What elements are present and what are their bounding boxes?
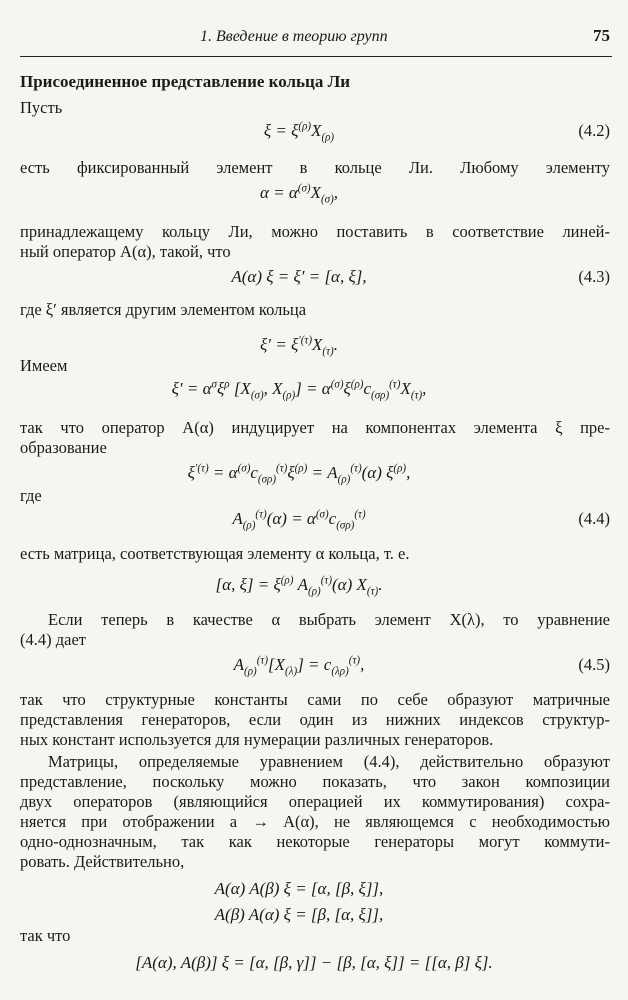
equation-xi-prime: $\xi' = \xi^{'(\tau)}X_{(\tau)}$. (260, 334, 338, 358)
text-line: ровать. Действительно, (20, 852, 185, 871)
text-line: (4.4) дает (20, 630, 86, 649)
equation-number: (4.3) (578, 267, 610, 286)
equation-composition: [A(α), A(β)] ξ = [α, [β, γ]] − [β, [α, ξ]] = [[α, β] ξ]. (135, 953, 493, 972)
page-number: 75 (593, 26, 610, 45)
text-line: так что структурные константы сами по себе образуют матричные (20, 690, 610, 709)
equation-ab: A(α) A(β) ξ = [α, [β, ξ]], (214, 879, 384, 898)
equation-4-2: $\xi = \xi^{(\rho)}X_{(\rho)}$ (263, 120, 335, 144)
text-line: так что (20, 926, 71, 945)
equation-commutator: [α, $\xi] = \xi^{(\rho)}$ $A_{(\rho)}^{(\tau)}(\alpha)$ $X_{(\tau)}$. (215, 574, 383, 598)
equation-number: (4.5) (578, 655, 610, 674)
text-line: Матрицы, определяемые уравнением (4.4), действительно образуют (48, 752, 610, 771)
equation-transformation: $\xi^{'(\tau)} = \alpha^{(\sigma)}c_{(\sigma\rho)}^{(\tau)}\xi^{(\rho)} = A_{(\rho)}^{(\tau)}(\alpha)$ $\xi^{(\rho)}$, (187, 462, 411, 486)
equation-xi-expansion: $\xi' = \alpha^\sigma\xi^\rho$ [$X_{(\sigma)}$, $X_{(\rho)}] = \alpha^{(\sigma)}\xi^{(\rho)}c_{(\sigma\rho)}^{(\tau)}X_{(\tau)}$, (171, 378, 427, 402)
text-line: где (20, 486, 42, 505)
text-line: Пусть (20, 98, 63, 117)
text-line: представления генераторов, если один из нижних индексов структур- (20, 710, 610, 729)
text-line: где ξ′ является другим элементом кольца (20, 300, 307, 319)
text-line: образование (20, 438, 107, 457)
text-line: представление, поскольку можно показать, что закон композиции (20, 772, 610, 791)
equation-number: (4.4) (578, 509, 610, 528)
equation-number: (4.2) (578, 121, 610, 140)
equation-4-4: $A_{(\rho)}^{(\tau)}(\alpha) = \alpha^{(\sigma)}c_{(\sigma\rho)}^{(\tau)}$ (232, 508, 366, 532)
equation-4-5: $A_{(\rho)}^{(\tau)}[X_{(\lambda)}] = c_{(\lambda\rho)}^{(\tau)}$, (233, 654, 365, 678)
text-line: одно-однозначным, так как некоторые генераторы могут коммути- (20, 832, 610, 851)
text-line: есть фиксированный элемент в кольце Ли. Любому элементу (20, 158, 610, 177)
text-line: Имеем (20, 356, 68, 375)
text-line: есть матрица, соответствующая элементу α кольца, т. е. (20, 544, 410, 563)
text-line: принадлежащему кольцу Ли, можно поставить в соответствие линей- (20, 222, 610, 241)
equation-alpha: $\alpha = \alpha^{(\sigma)}X_{(\sigma)}$, (259, 182, 339, 206)
running-title: 1. Введение в теорию групп (200, 28, 388, 45)
equation-ba: A(β) A(α) ξ = [β, [α, ξ]], (214, 905, 384, 924)
equation-4-3: A(α) ξ = ξ′ = [α, ξ], (231, 267, 367, 286)
section-title: Присоединенное представление кольца Ли (20, 72, 351, 91)
text-line: Если теперь в качестве α выбрать элемент X(λ), то уравнение (48, 610, 610, 629)
text-line: няется при отображении a → A(α), не являющемся с необходимостью (20, 812, 610, 831)
text-line: так что оператор A(α) индуцирует на компонентах элемента ξ пре- (20, 418, 610, 437)
text-line: двух операторов (являющийся операцией их коммутирования) сохра- (20, 792, 610, 811)
text-line: ных констант используется для нумерации различных генераторов. (20, 730, 494, 749)
text-line: ный оператор A(α), такой, что (20, 242, 231, 261)
header-rule (20, 56, 612, 57)
